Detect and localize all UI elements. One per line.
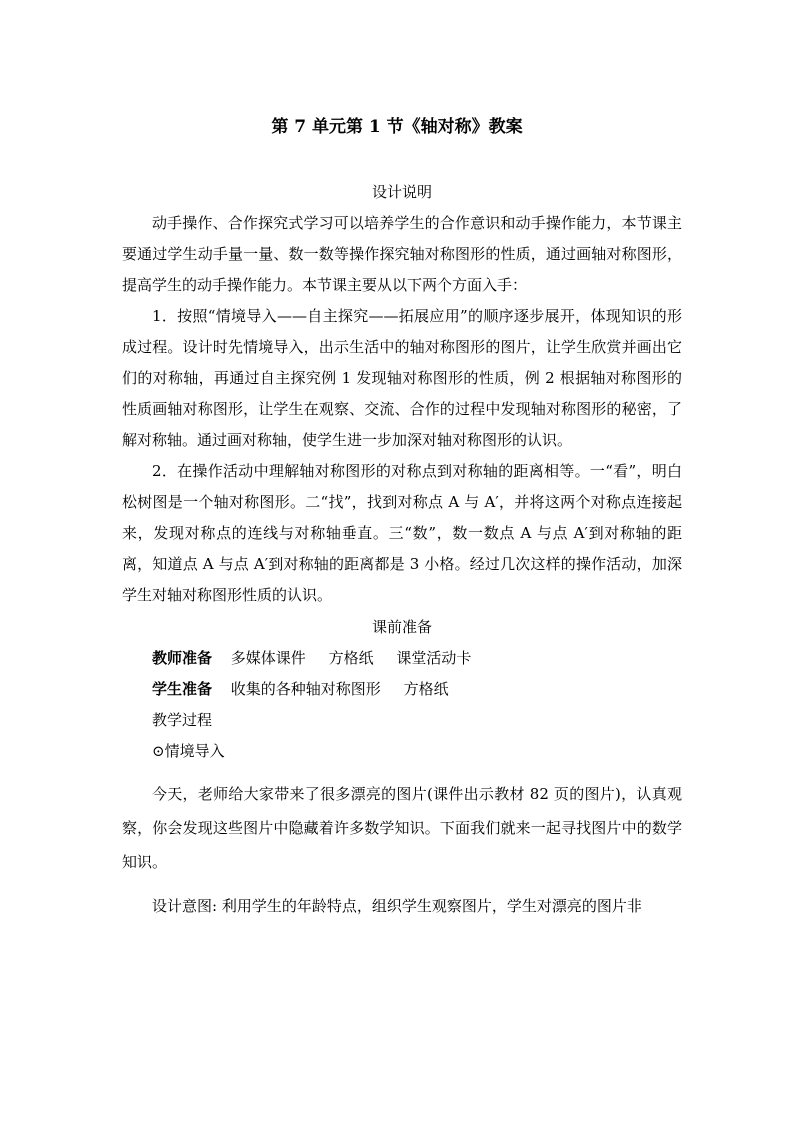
teacher-prep-item: 课堂活动卡 (396, 649, 472, 667)
student-prep-item: 收集的各种轴对称图形 (230, 680, 381, 698)
teacher-prep-label: 教师准备 (152, 649, 213, 667)
teacher-prep-item: 多媒体课件 (230, 649, 306, 667)
student-prep-item: 方格纸 (403, 680, 449, 698)
design-heading: 设计说明 (371, 183, 432, 201)
teacher-prep-item: 方格纸 (328, 649, 374, 667)
teacher-prep-line (122, 643, 682, 674)
intro-paragraph: 今天，老师给大家带来了很多漂亮的图片(课件出示教材 82 页的图片)，认真观察，你会发现这些图片中隐藏着许多数学知识。下面我们就来一起寻找图片中的数学知识。 (122, 785, 682, 871)
student-prep-line (122, 674, 682, 705)
document-title: 第 7 单元第 1 节《轴对称》教案 (271, 117, 523, 137)
prep-heading: 课前准备 (371, 618, 432, 636)
document-body (122, 180, 682, 923)
process-heading: 教学过程 (152, 711, 213, 729)
student-prep-label: 学生准备 (152, 680, 213, 698)
design-paragraph-3: 2．在操作活动中理解轴对称图形的对称点到对称轴的距离相等。一“看”，明白松树图是一个轴对称图形。二“找”，找到对称点 A 与 A′，并将这两个对称点连接起来，发现对称点的连线与对称轴垂直。三“数”，数一数点 A 与点 A′到对称轴的距离，知道点 A 与点 A′到对称轴的距离都是 3 小格。经过几次这样的操作活动，加深学生对轴对称图形性质的认识。 (122, 462, 682, 604)
intro-heading: ⊙情境导入 (152, 742, 225, 760)
design-paragraph-2: 1．按照“情境导入——自主探究——拓展应用”的顺序逐步展开，体现知识的形成过程。设计时先情境导入，出示生活中的轴对称图形的图片，让学生欣赏并画出它们的对称轴，再通过自主探究例 1 发现轴对称图形的性质，例 2 根据轴对称图形的性质画轴对称图形，让学生在观察、交流、合作的过程中发现轴对称图形的秘密，了解对称轴。通过画对称轴，使学生进一步加深对轴对称图形的认识。 (122, 307, 682, 449)
design-paragraph-1: 动手操作、合作探究式学习可以培养学生的合作意识和动手操作能力，本节课主要通过学生动手量一量、数一数等操作探究轴对称图形的性质，通过画轴对称图形，提高学生的动手操作能力。本节课主要从以下两个方面入手： (122, 214, 682, 294)
design-intent-paragraph: 设计意图: 利用学生的年龄特点，组织学生观察图片，学生对漂亮的图片非 (152, 897, 642, 915)
